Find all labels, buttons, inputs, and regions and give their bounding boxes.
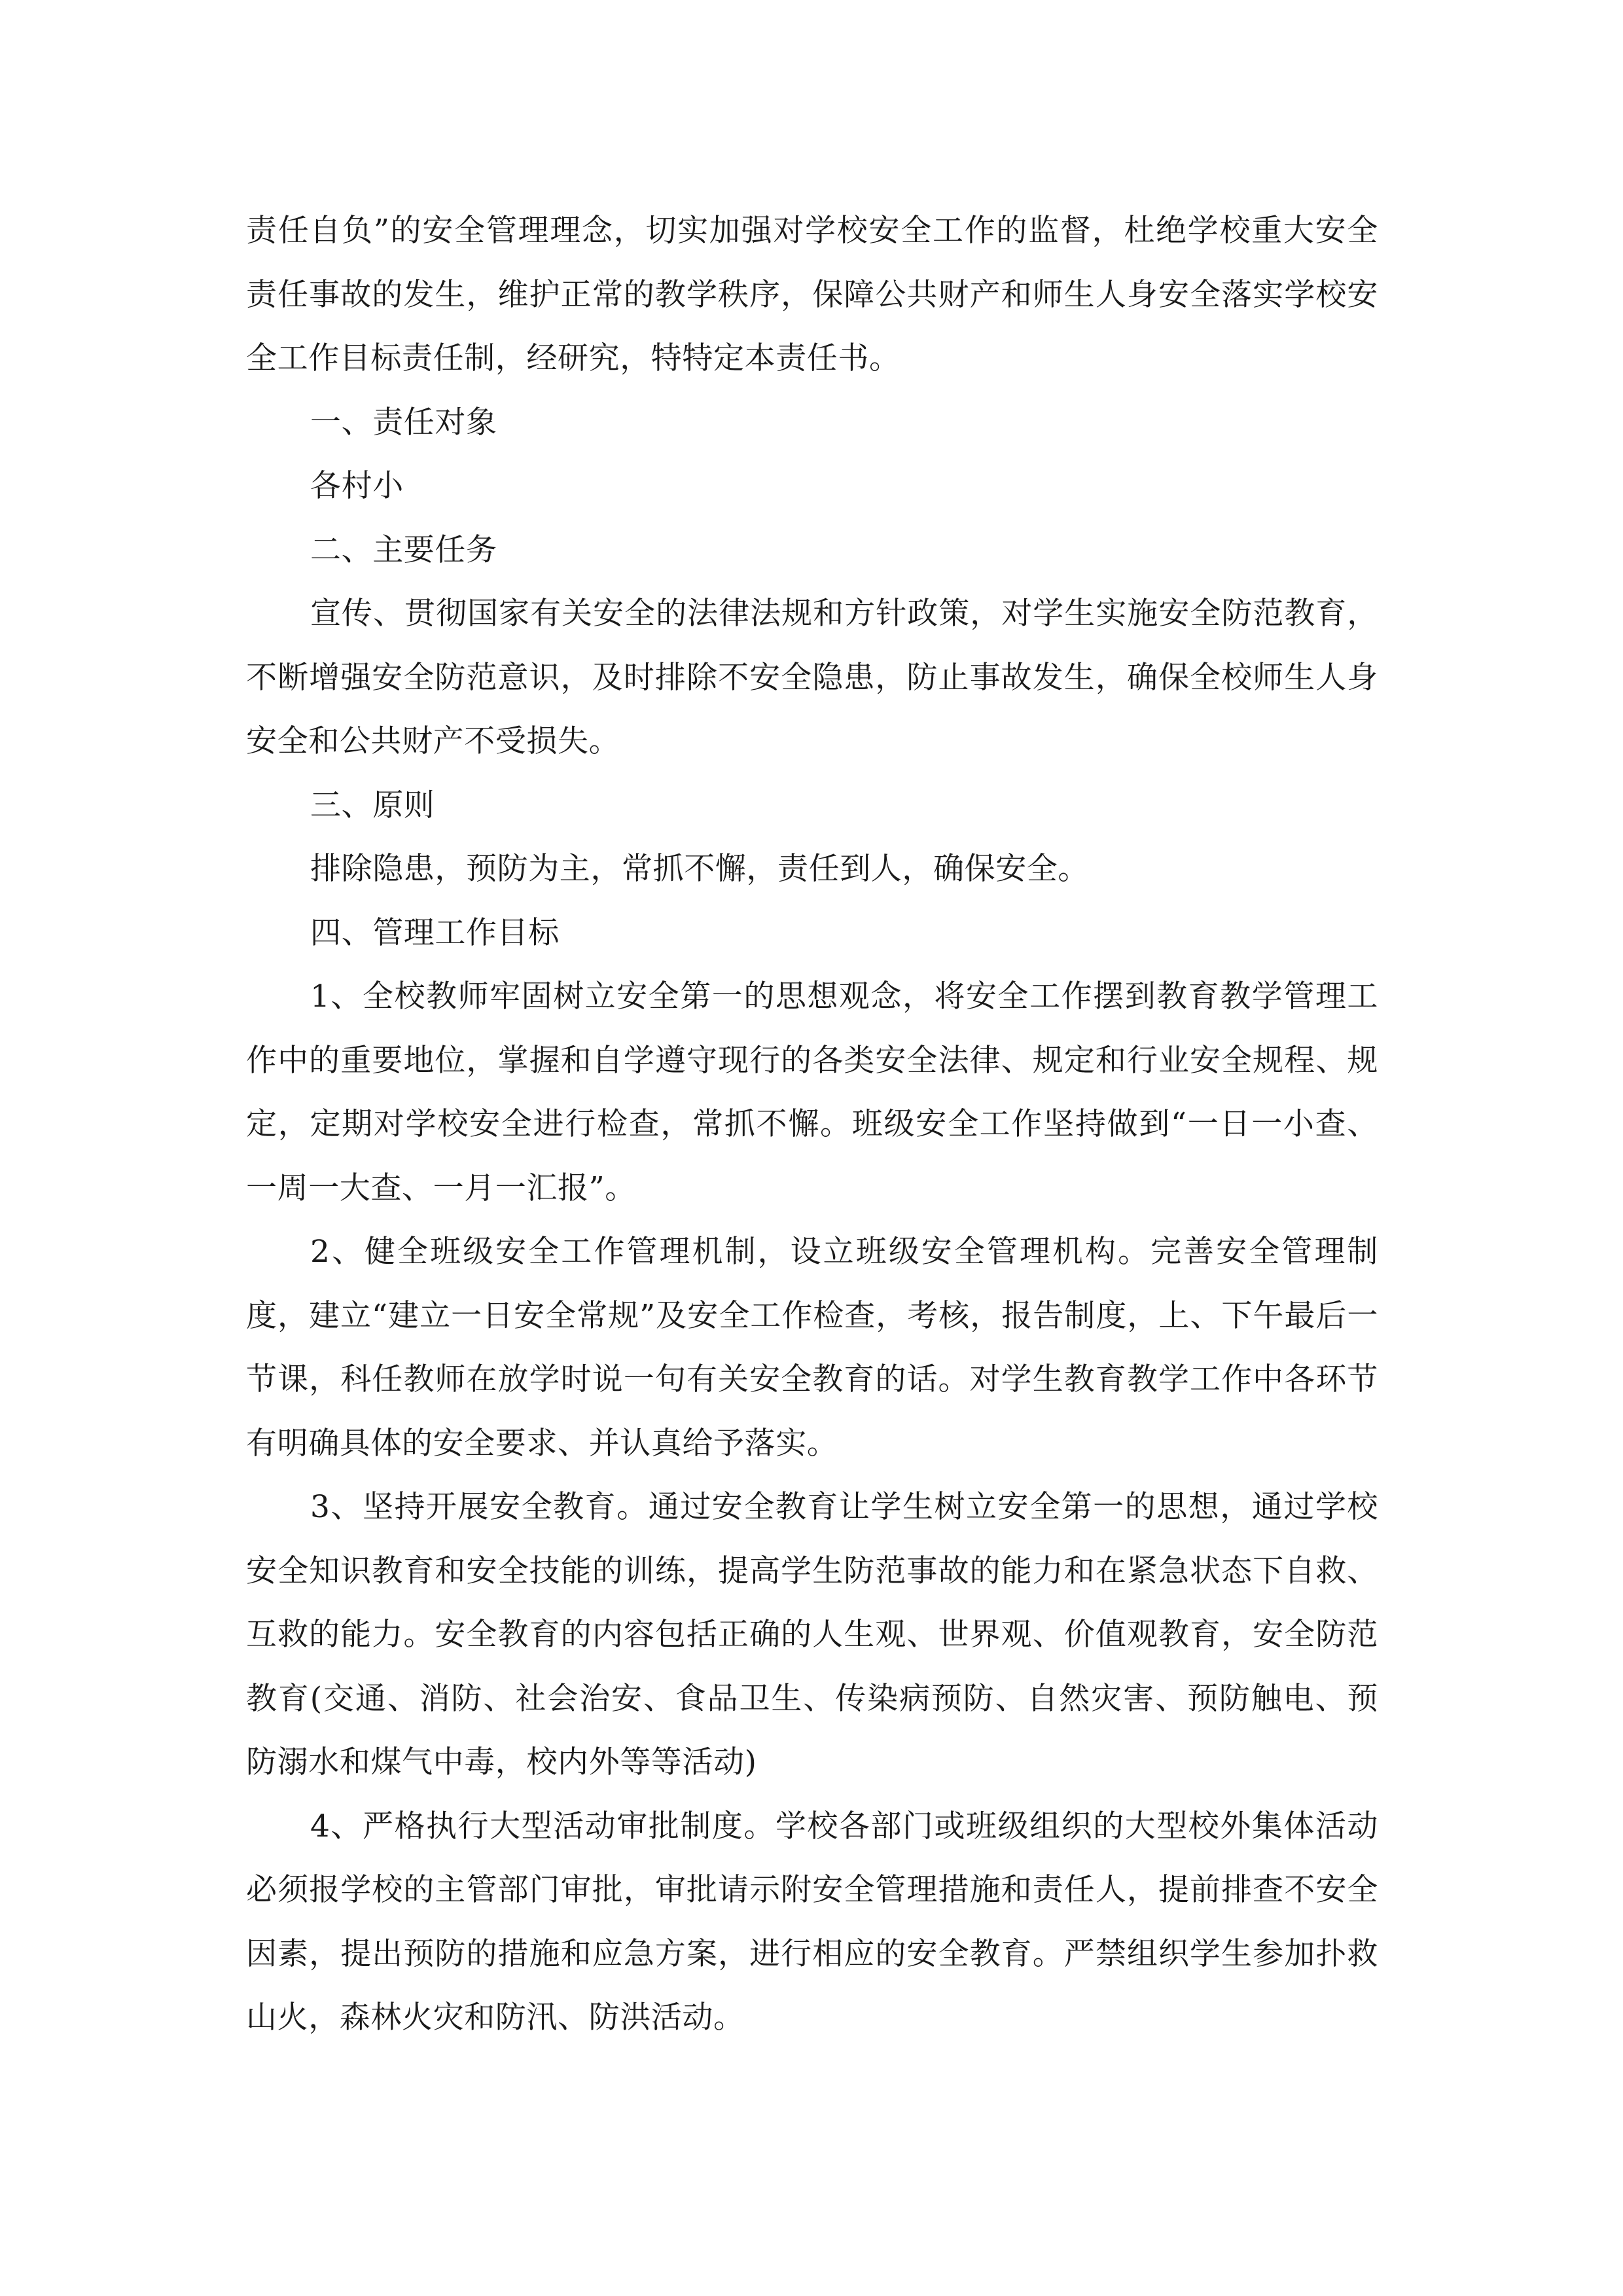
paragraph-goal-4: 4、严格执行大型活动审批制度。学校各部门或班级组织的大型校外集体活动必须报学校的主管部门审批，审批请示附安全管理措施和责任人，提前排查不安全因素，提出预防的措施和应急方案，进行相应的安全教育。严禁组织学生参加扑救山火，森林火灾和防汛、防洪活动。 [246,1808,1378,2036]
paragraph-responsibility-object: 各村小 [310,468,404,504]
section-heading-responsibility-object: 一、责任对象 [310,404,497,440]
section-heading-management-goals: 四、管理工作目标 [310,914,560,951]
paragraph-intro: 责任自负”的安全管理理念，切实加强对学校安全工作的监督，杜绝学校重大安全责任事故的发生，维护正常的教学秩序，保障公共财产和师生人身安全落实学校安全工作目标责任制，经研究，特特定本责任书。 [246,213,1378,376]
paragraph-goal-3: 3、坚持开展安全教育。通过安全教育让学生树立安全第一的思想，通过学校安全知识教育和安全技能的训练，提高学生防范事故的能力和在紧急状态下自救、互救的能力。安全教育的内容包括正确的人生观、世界观、价值观教育，安全防范教育(交通、消防、社会治安、食品卫生、传染病预防、自然灾害、预防触电、预防溺水和煤气中毒，校内外等等活动) [246,1489,1378,1780]
paragraph-goal-2: 2、健全班级安全工作管理机制，设立班级安全管理机构。完善安全管理制度，建立“建立一日安全常规”及安全工作检查，考核，报告制度，上、下午最后一节课，科任教师在放学时说一句有关安全教育的话。对学生教育教学工作中各环节有明确具体的安全要求、并认真给予落实。 [246,1234,1378,1462]
paragraph-goal-1: 1、全校教师牢固树立安全第一的思想观念，将安全工作摆到教育教学管理工作中的重要地位，掌握和自学遵守现行的各类安全法律、规定和行业安全规程、规定，定期对学校安全进行检查，常抓不懈。班级安全工作坚持做到“一日一小查、一周一大查、一月一汇报”。 [246,978,1378,1206]
section-heading-principle: 三、原则 [310,787,435,823]
paragraph-main-tasks: 宣传、贯彻国家有关安全的法律法规和方针政策，对学生实施安全防范教育，不断增强安全防范意识，及时排除不安全隐患，防止事故发生，确保全校师生人身安全和公共财产不受损失。 [246,596,1378,759]
section-heading-main-tasks: 二、主要任务 [310,531,497,568]
paragraph-principle: 排除隐患，预防为主，常抓不懈，责任到人，确保安全。 [310,851,1089,887]
document-body [246,199,1378,2050]
